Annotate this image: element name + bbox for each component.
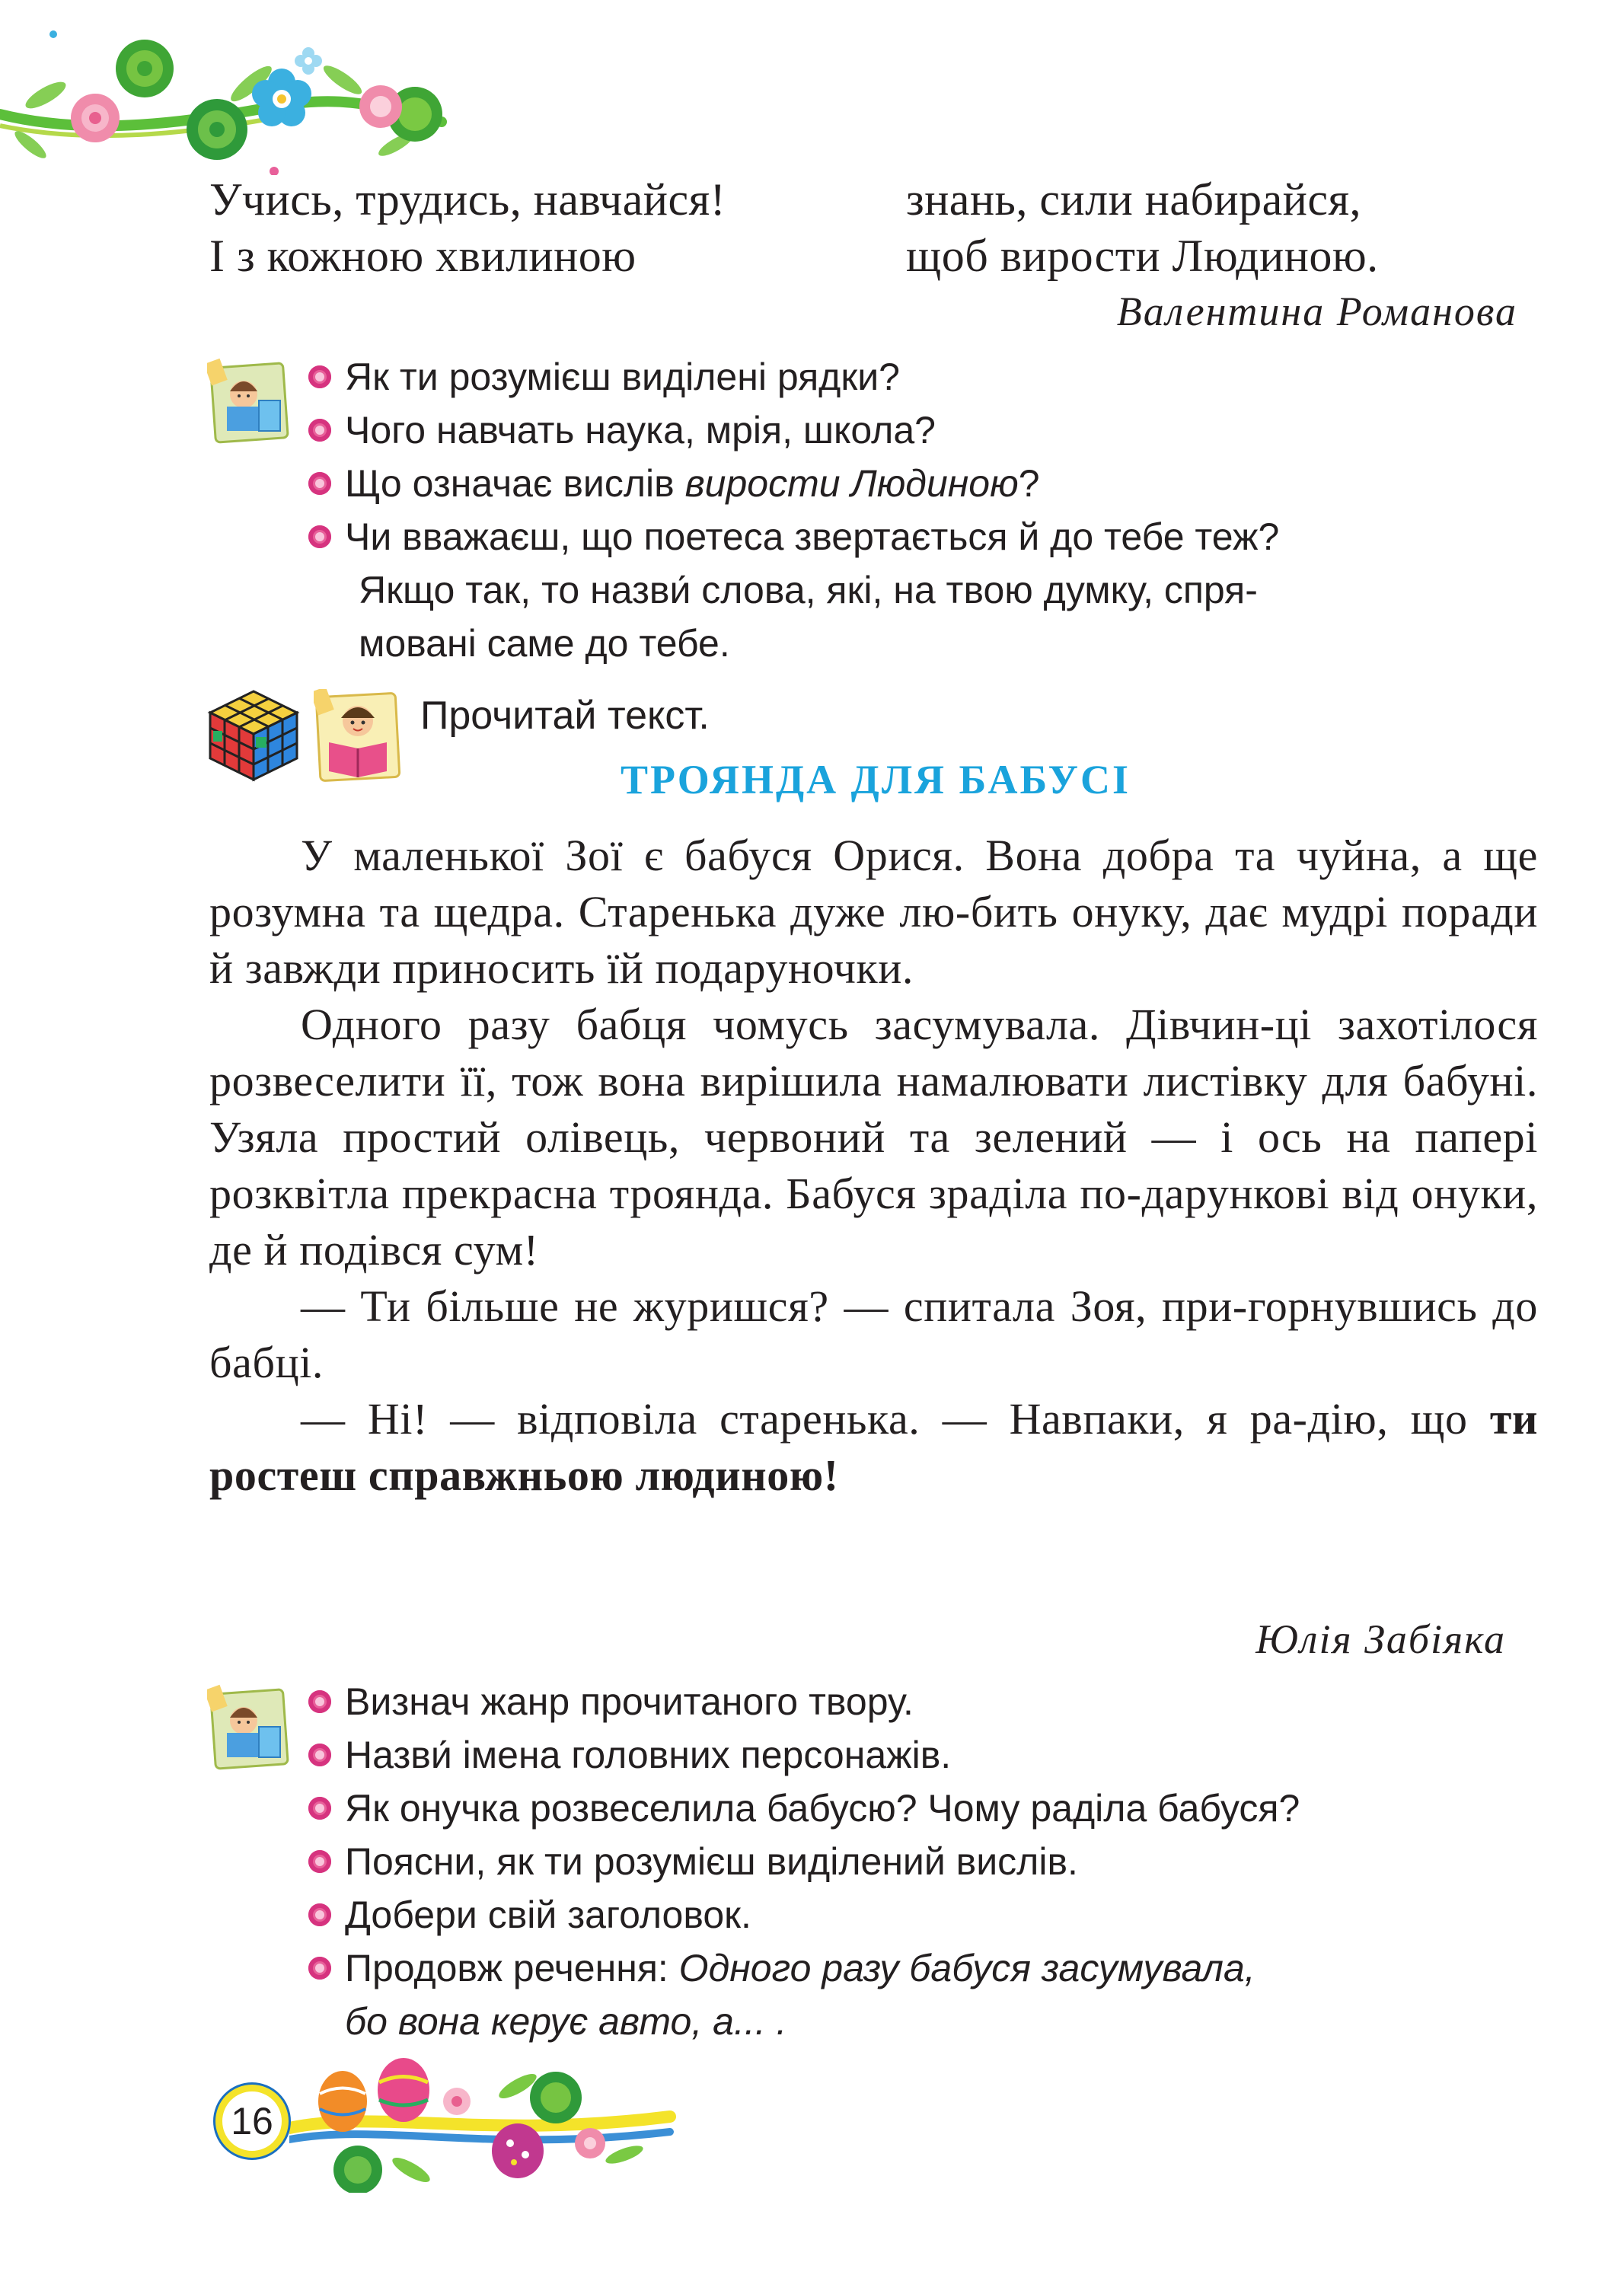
question-item: Як ти розумієш виділені рядки? [308,350,1542,404]
pink-bullet-icon [308,472,331,495]
bottom-easter-garland [289,2056,685,2193]
story-paragraph: — Ти більше не журишся? — спитала Зоя, при-горнувшись до бабці. [209,1281,1538,1387]
reading-child-book-icon [207,358,291,445]
easter-egg-icon [378,2058,429,2122]
highlighted-phrase: ти ростеш справжньою людиною! [209,1394,1538,1500]
story-text [209,828,1538,1504]
easter-egg-icon [492,2123,544,2178]
pink-bullet-icon [308,1797,331,1820]
pink-bullet-icon [308,365,331,388]
poem-line: Учись, трудись, навчайся! [209,174,726,225]
task-instruction: Прочитай текст. [420,694,710,738]
pink-bullet-icon [308,1744,331,1766]
question-item: Продовж речення: Одного разу бабуся засумувала, бо вона керує авто, а... . [308,1941,1542,2048]
story-paragraph: У маленької Зої є бабуся Орися. Вона добра та чуйна, а ще розумна та щедра. Старенька дуже лю-бить онуку, дає мудрі поради й завжди приносить їй подаруночки. [209,831,1538,993]
poem-line: щоб вирости Людиною. [906,231,1379,281]
poem-author: Валентина Романова [1116,289,1517,334]
pink-bullet-icon [308,1957,331,1980]
question-item: Чого навчать наука, мрія, школа? [308,404,1542,457]
easter-egg-icon [318,2071,367,2132]
poem-line: І з кожною хвилиною [209,231,637,281]
poem-line: знань, сили набирайся, [906,174,1362,225]
pink-bullet-icon [308,1690,331,1713]
questions-block-2 [308,1675,1542,2048]
pink-bullet-icon [308,525,331,548]
story-paragraph: Одного разу бабця чомусь засумувала. Дівчин-ці захотілося розвеселити її, тож вона вирішила намалювати листівку для бабуні. Узяла простий олівець, червоний та зелений — і ось на папері розквітла прекрасна троянда. Бабуся зраділа по-дарункові від онуки, де й подівся сум! [209,1000,1538,1275]
page-number: 16 [215,2085,289,2158]
reading-child-book-icon [207,1684,291,1772]
pink-bullet-icon [308,1850,331,1873]
pink-bullet-icon [308,1903,331,1926]
question-item: Визнач жанр прочитаного твору. [308,1675,1542,1728]
pink-bullet-icon [308,419,331,442]
poem-column-right [906,171,1379,284]
question-item: Назви́ імена головних персонажів. [308,1728,1542,1782]
story-paragraph: — Ні! — відповіла старенька. — Навпаки, я ра-дію, що ти ростеш справжньою людиною! [209,1394,1538,1500]
top-flower-garland [0,23,457,175]
question-item: Добери свій заголовок. [308,1888,1542,1941]
question-item: Що означає вислів вирости Людиною? [308,457,1542,510]
question-item: Як онучка розвеселила бабусю? Чому раділа бабуся? [308,1782,1542,1835]
questions-block-1 [308,350,1542,670]
poem-column-left [209,171,726,284]
question-item: Чи вважаєш, що поетеса звертається й до тебе теж? Якщо так, то назви́ слова, які, на твою думку, спря- мовані саме до тебе. [308,510,1542,670]
story-author: Юлія Забіяка [1255,1616,1506,1662]
question-item: Поясни, як ти розумієш виділений вислів. [308,1835,1542,1888]
story-title: ТРОЯНДА ДЛЯ БАБУСІ [621,757,1131,802]
